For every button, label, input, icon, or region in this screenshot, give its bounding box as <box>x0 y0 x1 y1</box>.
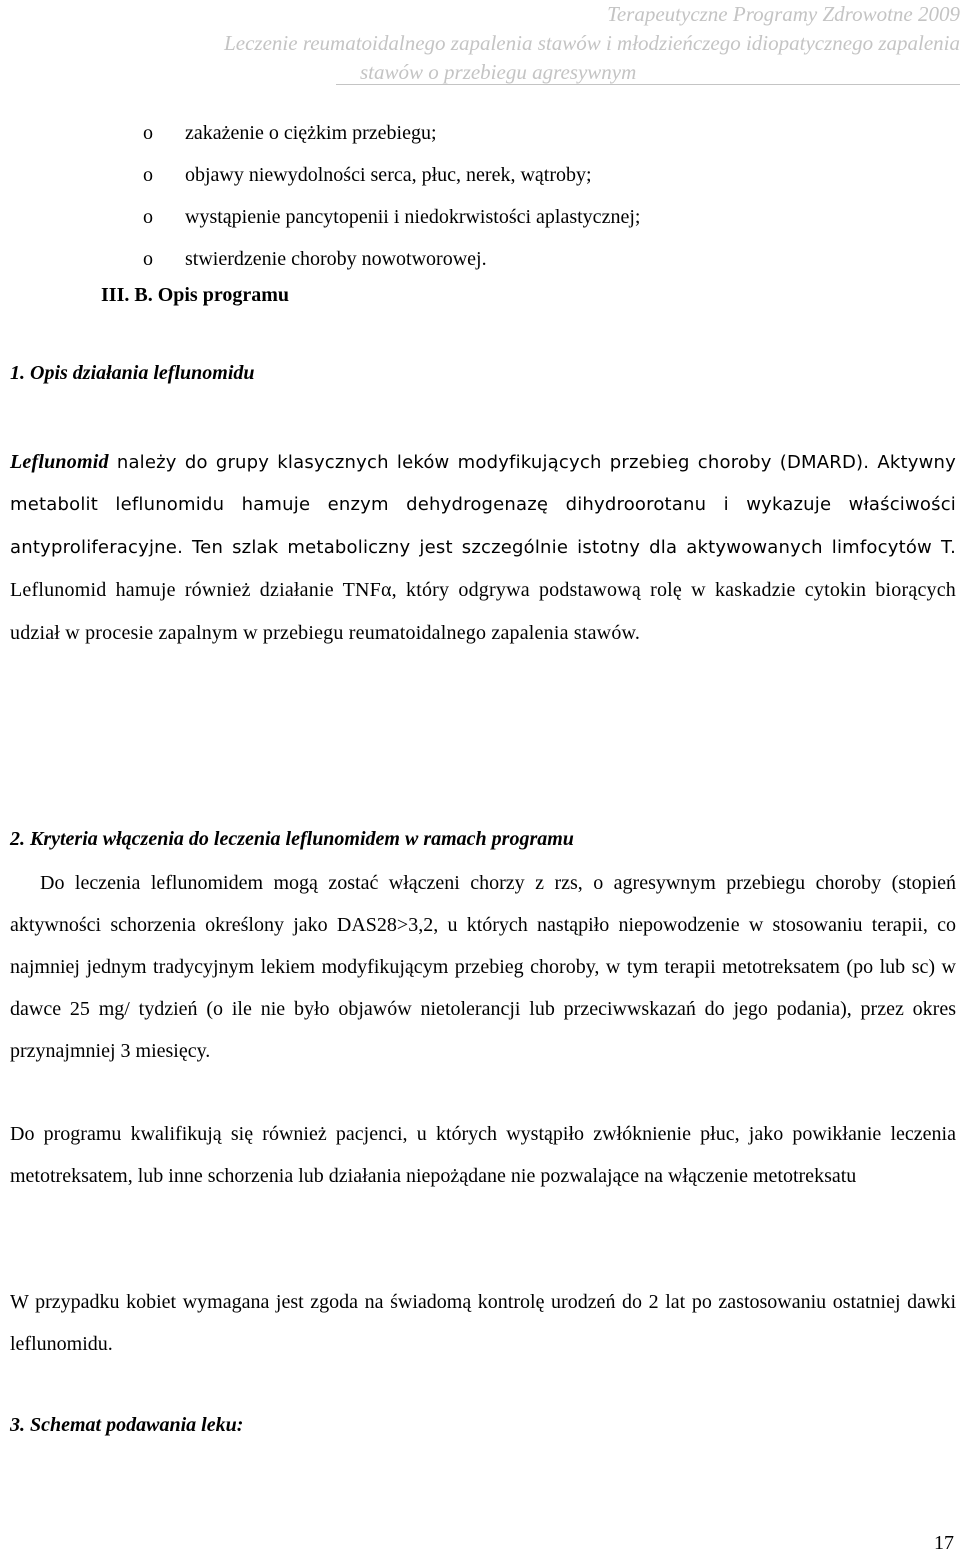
list-item: o zakażenie o ciężkim przebiegu; <box>143 112 640 154</box>
header-rule <box>336 84 960 85</box>
term-leflunomid: Leflunomid <box>10 451 109 473</box>
bullet-marker: o <box>143 248 153 270</box>
paragraph-mechanism: Leflunomid należy do grupy klasycznych leków modyfikujących przebieg choroby (DMARD). Aktywny metabolit leflunomidu hamuje enzym dehydrogenazę dihydroorotanu i wykazuje właściwości antyproliferacyjne. Ten szlak metaboliczny jest szczególnie istotny dla aktywowanych limfocytów T. Leflunomid hamuje również działanie TNFα, który odgrywa podstawową rolę w kaskadzie cytokin biorących udział w procesie zapalnym w przebiegu reumatoidalnego zapalenia stawów. <box>10 451 956 644</box>
heading-inclusion-criteria: 2. Kryteria włączenia do leczenia leflunomidem w ramach programu <box>10 828 574 850</box>
header-line-3: stawów o przebiegu agresywnym <box>360 60 637 84</box>
bullet-marker: o <box>143 122 153 144</box>
section-title: III. B. Opis programu <box>101 284 290 306</box>
list-item: o wystąpienie pancytopenii i niedokrwistości aplastycznej; <box>143 196 640 238</box>
paragraph-contraception: W przypadku kobiet wymagana jest zgoda na świadomą kontrolę urodzeń do 2 lat po zastosowaniu ostatniej dawki leflunomidu. <box>10 1291 956 1355</box>
heading-dosing-schedule: 3. Schemat podawania leku: <box>10 1414 244 1436</box>
contraindication-list <box>143 112 640 280</box>
page-number: 17 <box>934 1532 954 1554</box>
paragraph-qualification: Do programu kwalifikują się również pacjenci, u których wystąpiło zwłóknienie płuc, jako powikłanie leczenia metotreksatem, lub inne schorzenia lub działania niepożądane nie pozwalające na włączenie metotreksatu <box>10 1123 956 1187</box>
bullet-marker: o <box>143 164 153 186</box>
header-line-2: Leczenie reumatoidalnego zapalenia stawów i młodzieńczego idiopatycznego zapalenia <box>224 31 960 55</box>
list-item: o objawy niewydolności serca, płuc, nerek, wątroby; <box>143 154 640 196</box>
heading-mechanism: 1. Opis działania leflunomidu <box>10 362 255 384</box>
header-line-1: Terapeutyczne Programy Zdrowotne 2009 <box>607 2 960 26</box>
paragraph-inclusion: Do leczenia leflunomidem mogą zostać włączeni chorzy z rzs, o agresywnym przebiegu choroby (stopień aktywności schorzenia określony jako DAS28>3,2, u których nastąpiło niepowodzenie w stosowaniu terapii, co najmniej jednym tradycyjnym lekiem modyfikującym przebieg choroby, w tym terapii metotreksatem (po lub sc) w dawce 25 mg/ tydzień (o ile nie było objawów nietolerancji lub przeciwwskazań do jego podania), przez okres przynajmniej 3 miesięcy. <box>10 872 956 1062</box>
list-item: o stwierdzenie choroby nowotworowej. <box>143 238 640 280</box>
running-header <box>0 0 960 87</box>
bullet-marker: o <box>143 206 153 228</box>
